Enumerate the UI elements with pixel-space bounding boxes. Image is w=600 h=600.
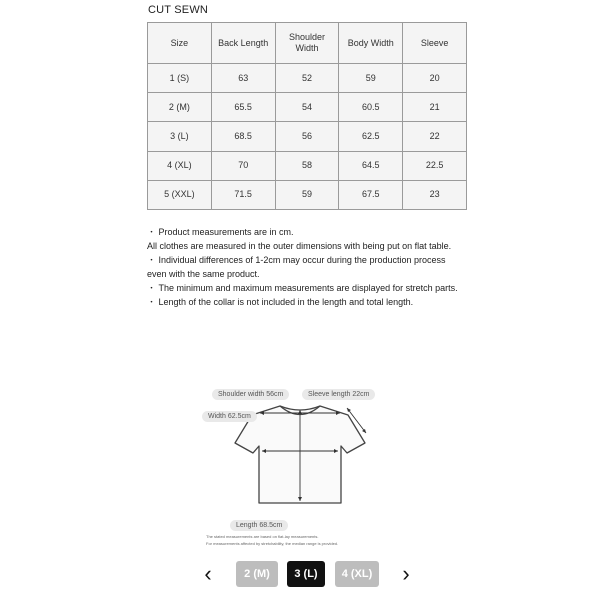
table-cell: 2 (M)	[148, 93, 212, 122]
table-cell: 1 (S)	[148, 64, 212, 93]
table-cell: 59	[339, 64, 403, 93]
table-cell: 52	[275, 64, 339, 93]
table-cell: 21	[403, 93, 467, 122]
size-button-xl[interactable]: 4 (XL)	[335, 561, 379, 587]
column-header: Shoulder Width	[275, 23, 339, 64]
width-label: Width 62.5cm	[202, 411, 257, 422]
table-cell: 58	[275, 151, 339, 180]
size-pager	[198, 561, 418, 589]
table-row	[148, 122, 467, 151]
table-cell: 5 (XXL)	[148, 180, 212, 209]
table-cell: 67.5	[339, 180, 403, 209]
table-cell: 3 (L)	[148, 122, 212, 151]
section-title: CUT SEWN	[148, 4, 209, 16]
table-cell: 23	[403, 180, 467, 209]
table-cell: 64.5	[339, 151, 403, 180]
size-button-m[interactable]: 2 (M)	[236, 561, 278, 587]
length-label: Length 68.5cm	[230, 520, 288, 531]
table-cell: 60.5	[339, 93, 403, 122]
diagram-footnote: For measurements affected by stretchability, the median range is provided.	[206, 541, 339, 546]
column-header: Body Width	[339, 23, 403, 64]
note-line: ・ Individual differences of 1-2cm may occur during the production process even with the same product.	[147, 255, 446, 279]
table-cell: 22.5	[403, 151, 467, 180]
table-cell: 22	[403, 122, 467, 151]
table-cell: 70	[211, 151, 275, 180]
diagram-footnote: The stated measurements are based on flat-lay measurements.	[206, 534, 319, 539]
size-button-l[interactable]: 3 (L)	[287, 561, 325, 587]
size-table	[147, 22, 467, 210]
measurement-diagram	[200, 383, 400, 553]
table-cell: 71.5	[211, 180, 275, 209]
table-header-row	[148, 23, 467, 64]
table-cell: 54	[275, 93, 339, 122]
table-cell: 65.5	[211, 93, 275, 122]
sleeve-length-label: Sleeve length 22cm	[302, 389, 375, 400]
table-row	[148, 93, 467, 122]
table-cell: 56	[275, 122, 339, 151]
table-row	[148, 64, 467, 93]
table-row	[148, 151, 467, 180]
measurement-notes	[147, 225, 467, 309]
table-cell: 20	[403, 64, 467, 93]
column-header: Sleeve	[403, 23, 467, 64]
table-cell: 63	[211, 64, 275, 93]
table-cell: 68.5	[211, 122, 275, 151]
note-line: All clothes are measured in the outer dimensions with being put on flat table.	[147, 241, 452, 251]
shoulder-width-label: Shoulder width 56cm	[212, 389, 289, 400]
column-header: Size	[148, 23, 212, 64]
note-line: ・ The minimum and maximum measurements are displayed for stretch parts.	[147, 283, 458, 293]
table-cell: 62.5	[339, 122, 403, 151]
note-line: ・ Length of the collar is not included in the length and total length.	[147, 297, 414, 307]
chevron-right-icon[interactable]: ›	[402, 561, 410, 586]
note-line: ・ Product measurements are in cm.	[147, 227, 294, 237]
table-row	[148, 180, 467, 209]
table-cell: 59	[275, 180, 339, 209]
table-cell: 4 (XL)	[148, 151, 212, 180]
column-header: Back Length	[211, 23, 275, 64]
chevron-left-icon[interactable]: ‹	[204, 561, 212, 586]
